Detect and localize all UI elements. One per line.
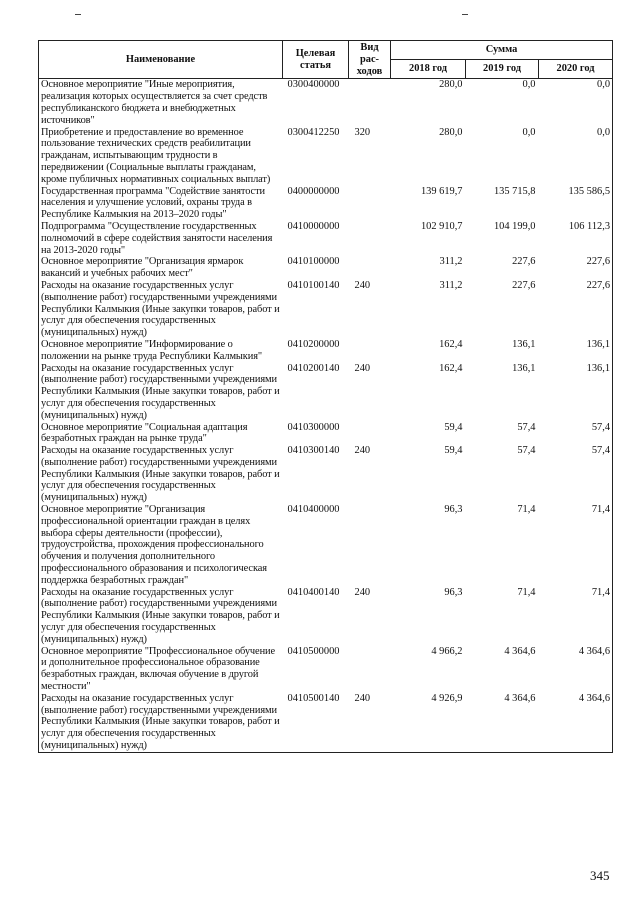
cell-name: Расходы на оказание государственных услуг (выполнение работ) государственными учреждениями Республики Калмыкия (Иные закупки товаров, работ и услуг для обеспечения государственных (муниципальных) нужд) [39, 587, 283, 646]
cell-2018: 311,2 [439, 256, 463, 268]
table-row [39, 646, 613, 693]
table-row [39, 221, 613, 256]
scan-mark-right [462, 14, 468, 15]
cell-article: 0410100000 [287, 256, 340, 268]
col-header-2019: 2019 год [466, 60, 539, 79]
cell-article: 0410100140 [287, 279, 340, 291]
table-row [39, 186, 613, 221]
cell-exp-type [349, 504, 391, 587]
cell-name: Основное мероприятие "Организация профессиональной ориентации граждан в целях выбора сферы деятельности (профессии), трудоустройства, прохождения профессионального обучения и получения дополнительного профессионального образования и психологическая поддержка безработных граждан" [39, 504, 283, 587]
budget-table [38, 40, 613, 753]
cell-2018: 280,0 [439, 126, 463, 138]
cell-exp-type: 240 [354, 362, 371, 374]
cell-name: Основное мероприятие "Организация ярмарок вакансий и учебных рабочих мест" [39, 256, 283, 280]
cell-2018: 102 910,7 [420, 220, 463, 232]
cell-2019: 0,0 [522, 126, 536, 138]
cell-2020: 0,0 [539, 79, 613, 127]
scan-mark-left [75, 14, 81, 15]
cell-exp-type [349, 256, 391, 280]
cell-article: 0410300000 [287, 421, 340, 433]
cell-2020: 136,1 [539, 363, 613, 422]
cell-2020: 71,4 [539, 587, 613, 646]
cell-exp-type: 240 [349, 693, 391, 752]
cell-2018: 96,3 [444, 586, 463, 598]
cell-name: Расходы на оказание государственных услуг (выполнение работ) государственными учреждениями Республики Калмыкия (Иные закупки товаров, работ и услуг для обеспечения государственных (муниципальных) нужд) [39, 445, 283, 504]
cell-2018: 280,0 [439, 79, 463, 91]
cell-article: 0410200140 [287, 362, 340, 374]
cell-exp-type [349, 221, 391, 256]
cell-article: 0400000000 [287, 185, 340, 197]
page-number: 345 [590, 868, 610, 883]
table-row [39, 280, 613, 339]
cell-name: Расходы на оказание государственных услуг (выполнение работ) государственными учреждениями Республики Калмыкия (Иные закупки товаров, работ и услуг для обеспечения государственных (муниципальных) нужд) [39, 280, 283, 339]
cell-2020: 136,1 [539, 339, 613, 363]
table-row [39, 363, 613, 422]
cell-2018: 139 619,7 [420, 185, 463, 197]
cell-name: Основное мероприятие "Социальная адаптация безработных граждан на рынке труда" [39, 422, 283, 446]
cell-2019: 136,1 [512, 338, 536, 350]
cell-article: 0410400000 [287, 504, 340, 516]
table-row [39, 339, 613, 363]
cell-2020: 106 112,3 [539, 221, 613, 256]
cell-2018: 162,4 [439, 362, 463, 374]
cell-2020: 135 586,5 [539, 186, 613, 221]
table-row [39, 504, 613, 587]
cell-2018: 4 926,9 [391, 693, 466, 752]
cell-2020: 227,6 [539, 280, 613, 339]
cell-article: 0410500140 [283, 693, 349, 752]
table-row [39, 256, 613, 280]
table-row [39, 587, 613, 646]
cell-2020: 227,6 [539, 256, 613, 280]
cell-2018: 4 966,2 [431, 645, 463, 657]
cell-2019: 4 364,6 [504, 645, 536, 657]
cell-article: 0410400140 [287, 586, 340, 598]
cell-name: Расходы на оказание государственных услуг (выполнение работ) государственными учреждениями Республики Калмыкия (Иные закупки товаров, работ и услуг для обеспечения государственных (муниципальных) нужд) [39, 693, 283, 752]
col-header-2020: 2020 год [539, 60, 613, 79]
cell-exp-type: 240 [354, 445, 371, 457]
table-body [39, 79, 613, 752]
cell-exp-type [349, 186, 391, 221]
cell-2019: 71,4 [517, 504, 536, 516]
cell-exp-type [349, 79, 391, 127]
cell-2019: 71,4 [517, 586, 536, 598]
cell-2019: 57,4 [517, 445, 536, 457]
col-header-name: Наименование [39, 41, 283, 79]
table-row [39, 79, 613, 127]
col-header-2018: 2018 год [391, 60, 466, 79]
cell-exp-type: 240 [354, 586, 371, 598]
cell-2020: 0,0 [539, 127, 613, 186]
cell-2019: 104 199,0 [493, 220, 536, 232]
cell-name: Приобретение и предоставление во временное пользование технических средств реабилитации гражданам, испытывающим трудности в передвижении (Социальные выплаты гражданам, кроме публичных нормативных социальных выплат) [39, 127, 283, 186]
col-header-sum: Сумма [391, 41, 613, 60]
cell-2020: 71,4 [539, 504, 613, 587]
cell-2020: 4 364,6 [539, 693, 613, 752]
cell-2019: 136,1 [512, 362, 536, 374]
cell-name: Основное мероприятие "Иные мероприятия, реализация которых осуществляется за счет средств республиканского бюджета и внебюджетных источников" [39, 79, 283, 127]
cell-article: 0410200000 [287, 338, 340, 350]
cell-2019: 227,6 [512, 256, 536, 268]
cell-2019: 0,0 [522, 79, 536, 91]
cell-2019: 227,6 [512, 279, 536, 291]
cell-name: Расходы на оказание государственных услуг (выполнение работ) государственными учреждениями Республики Калмыкия (Иные закупки товаров, работ и услуг для обеспечения государственных (муниципальных) нужд) [39, 363, 283, 422]
table-row [39, 422, 613, 446]
table-row [39, 693, 613, 752]
cell-article: 0410000000 [287, 220, 340, 232]
cell-name: Основное мероприятие "Профессиональное обучение и дополнительное профессиональное образование безработных граждан, включая обучение в другой местности" [39, 646, 283, 693]
cell-exp-type [349, 646, 391, 693]
cell-article: 0300400000 [287, 79, 340, 91]
cell-exp-type: 320 [354, 126, 371, 138]
col-header-article: Целевая статья [283, 41, 349, 79]
cell-2019: 4 364,6 [466, 693, 539, 752]
col-header-exp-type: Вид рас-ходов [349, 41, 391, 79]
table-row [39, 445, 613, 504]
cell-exp-type [349, 422, 391, 446]
cell-name: Государственная программа "Содействие занятости населения и улучшение условий, охраны труда в Республике Калмыкия на 2013–2020 годы" [39, 186, 283, 221]
cell-2018: 59,4 [444, 421, 463, 433]
header-row-1 [39, 41, 613, 60]
cell-exp-type: 240 [354, 279, 371, 291]
cell-2018: 59,4 [444, 445, 463, 457]
cell-2018: 311,2 [439, 279, 463, 291]
cell-article: 0410500000 [287, 645, 340, 657]
cell-article: 0300412250 [287, 126, 340, 138]
cell-2018: 96,3 [444, 504, 463, 516]
cell-2019: 57,4 [517, 421, 536, 433]
cell-2020: 4 364,6 [539, 646, 613, 693]
cell-2019: 135 715,8 [493, 185, 536, 197]
cell-name: Подпрограмма "Осуществление государственных полномочий в сфере содействия занятости населения на 2013-2020 годы" [39, 221, 283, 256]
table-row [39, 127, 613, 186]
cell-2020: 57,4 [539, 422, 613, 446]
cell-article: 0410300140 [287, 445, 340, 457]
cell-2020: 57,4 [539, 445, 613, 504]
cell-name: Основное мероприятие "Информирование о положении на рынке труда Республики Калмыкия" [39, 339, 283, 363]
cell-2018: 162,4 [439, 338, 463, 350]
cell-exp-type [349, 339, 391, 363]
